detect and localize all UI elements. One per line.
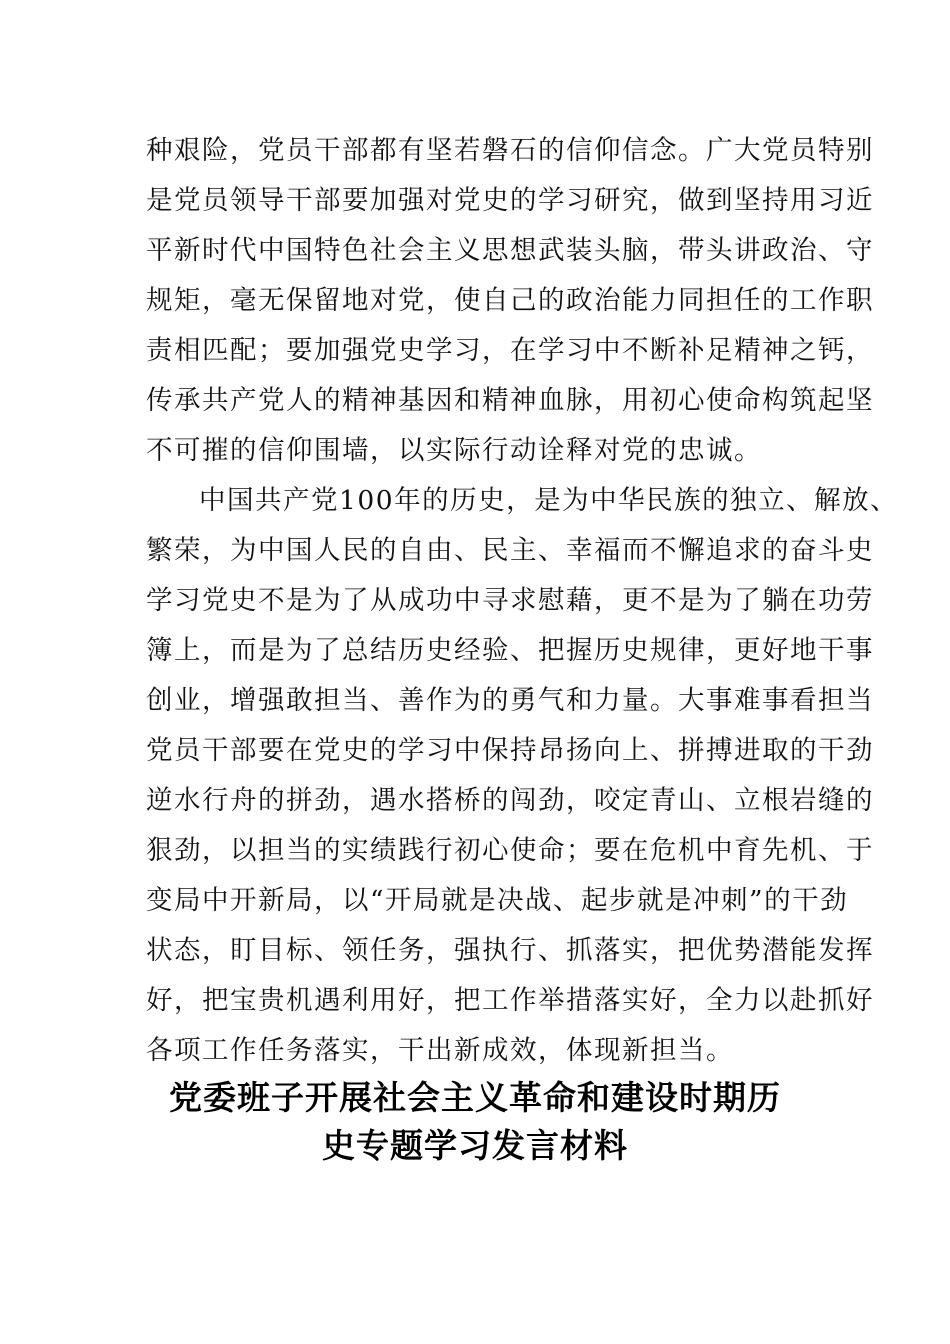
text-line: 逆水行舟的拼劲，遇水搭桥的闯劲，咬定青山、立根岩缝的: [146, 785, 874, 816]
heading-line-2: 史专题学习发言材料: [322, 1126, 628, 1165]
body-text: [146, 126, 899, 1076]
text-line: 繁荣，为中国人民的自由、民主、幸福而不懈追求的奋斗史: [146, 535, 874, 566]
text-line: 状态，盯目标、领任务，强执行、抓落实，把优势潜能发挥: [146, 935, 874, 966]
text-line: 创业，增强敢担当、善作为的勇气和力量。大事难事看担当: [146, 685, 874, 716]
text-line: 规矩，毫无保留地对党，使自己的政治能力同担任的工作职: [146, 285, 874, 316]
text-line: 学习党史不是为了从成功中寻求慰藉，更不是为了躺在功劳: [146, 585, 874, 616]
text-line: 责相匹配；要加强党史学习，在学习中不断补足精神之钙，: [146, 335, 874, 366]
text-line: 党员干部要在党史的学习中保持昂扬向上、拼搏进取的干劲: [146, 735, 874, 766]
text-line: 种艰险，党员干部都有坚若磐石的信仰信念。广大党员特别: [146, 135, 874, 166]
text-line: 各项工作任务落实，干出新成效，体现新担当。: [146, 1035, 734, 1066]
text-line: 传承共产党人的精神基因和精神血脉，用初心使命构筑起坚: [146, 385, 874, 416]
paragraph-2: [146, 476, 899, 1076]
text-line: 簿上，而是为了总结历史经验、把握历史规律，更好地干事: [146, 635, 874, 666]
heading-line-1: 党委班子开展社会主义革命和建设时期历: [169, 1078, 781, 1117]
text-line: 平新时代中国特色社会主义思想武装头脑，带头讲政治、守: [146, 235, 874, 266]
text-line: 变局中开新局，以“开局就是决战、起步就是冲刺”的干劲: [146, 885, 849, 916]
text-line: 好，把宝贵机遇利用好，把工作举措落实好，全力以赴抓好: [146, 985, 874, 1016]
text-line: 中国共产党100年的历史，是为中华民族的独立、解放、: [199, 485, 899, 516]
text-line: 是党员领导干部要加强对党史的学习研究，做到坚持用习近: [146, 185, 874, 216]
section-heading: [0, 1074, 950, 1170]
text-line: 狠劲，以担当的实绩践行初心使命；要在危机中育先机、于: [146, 835, 874, 866]
paragraph-1: [146, 126, 874, 476]
text-line: 不可摧的信仰围墙，以实际行动诠释对党的忠诚。: [146, 435, 762, 466]
